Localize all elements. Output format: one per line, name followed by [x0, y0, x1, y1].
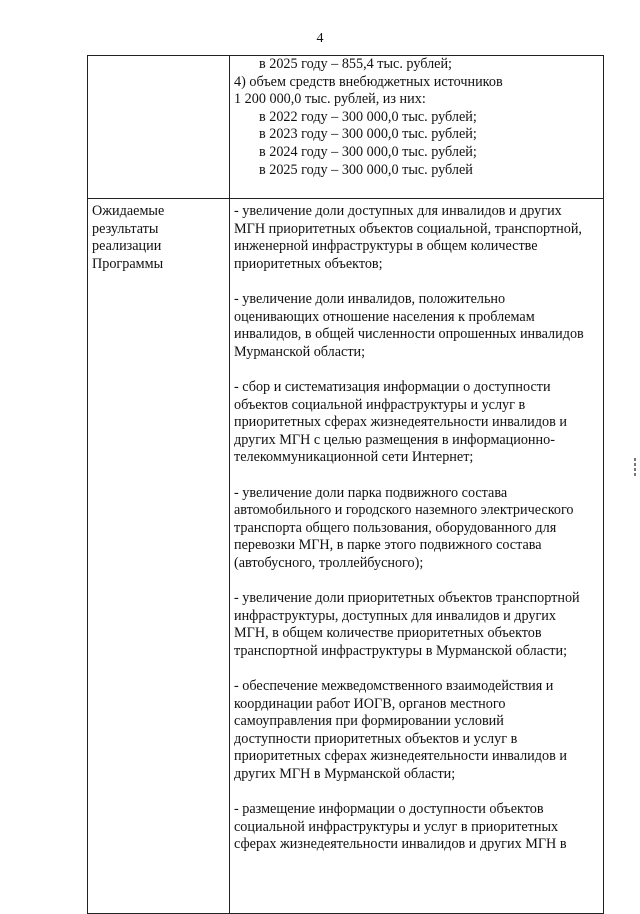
results-label-line: Ожидаемые	[92, 203, 165, 219]
funding-line: в 2023 году – 300 000,0 тыс. рублей;	[259, 126, 477, 143]
result-item-line: других МГН в Мурманской области;	[234, 766, 456, 782]
page-number: 4	[316, 31, 324, 46]
result-item-line: МГН приоритетных объектов социальной, транспортной,	[234, 220, 582, 237]
funding-line: 1 200 000,0 тыс. рублей, из них:	[234, 91, 426, 108]
result-item-line: перевозки МГН, в парке этого подвижного состава	[234, 537, 542, 554]
result-item-line: самоуправления при формировании условий	[234, 713, 504, 730]
result-item-line: других МГН с целью размещения в информационно-	[234, 431, 555, 448]
result-item-line: Мурманской области;	[234, 343, 366, 360]
funding-line: в 2024 году – 300 000,0 тыс. рублей;	[259, 143, 477, 160]
results-cell	[230, 199, 604, 914]
scan-margin-mark	[634, 458, 637, 484]
result-item-line: - увеличение доли парка подвижного состава	[234, 484, 508, 501]
result-item-line: координации работ ИОГВ, органов местного	[234, 695, 506, 712]
result-item	[234, 678, 601, 784]
funding-line: в 2022 году – 300 000,0 тыс. рублей;	[259, 108, 477, 125]
result-item-line: - сбор и систематизация информации о доступности	[234, 378, 551, 395]
result-item	[234, 801, 601, 854]
result-item-line: приоритетных сферах жизнедеятельности инвалидов и	[234, 414, 567, 431]
result-item-line: - увеличение доли инвалидов, положительно	[234, 290, 506, 307]
funding-label-cell	[88, 56, 230, 199]
result-item-line: инфраструктуры, доступных для инвалидов и других	[234, 607, 556, 624]
result-item	[234, 590, 601, 660]
result-item-line: транспортной инфраструктуры в Мурманской области;	[234, 642, 568, 659]
result-item-line: телекоммуникационной сети Интернет;	[234, 449, 474, 466]
result-item-line: транспорта общего пользования, оборудованного для	[234, 519, 557, 536]
result-item	[234, 379, 601, 467]
funding-lines	[234, 56, 601, 179]
funding-line: в 2025 году – 855,4 тыс. рублей;	[259, 56, 452, 72]
result-item-line: - размещение информации о доступности объектов	[234, 801, 544, 818]
result-item-line: приоритетных объектов;	[234, 255, 383, 272]
result-item	[234, 203, 601, 273]
result-item-line: доступности приоритетных объектов и услуг в	[234, 730, 518, 747]
funding-line: 4) объем средств внебюджетных источников	[234, 73, 503, 90]
results-label-line: реализации	[92, 238, 162, 255]
results-label-cell	[88, 199, 230, 914]
result-item	[234, 485, 601, 573]
result-item-line: социальной инфраструктуры и услуг в приоритетных	[234, 818, 559, 835]
result-item-line: автомобильного и городского наземного электрического	[234, 502, 574, 519]
result-item-line: сферах жизнедеятельности инвалидов и других МГН в	[234, 836, 567, 853]
result-item-line: приоритетных сферах жизнедеятельности инвалидов и	[234, 748, 567, 765]
results-list	[234, 199, 601, 854]
result-item-line: объектов социальной инфраструктуры и услуг в	[234, 396, 526, 413]
result-item-line: МГН, в общем количестве приоритетных объектов	[234, 625, 542, 642]
result-item-line: - обеспечение межведомственного взаимодействия и	[234, 678, 554, 695]
result-item-line: оценивающих отношение населения к проблемам	[234, 308, 535, 325]
result-item-line: (автобусного, троллейбусного);	[234, 554, 424, 571]
results-label-line: результаты	[92, 220, 159, 237]
results-label-line: Программы	[92, 255, 164, 272]
results-label	[92, 203, 225, 273]
funding-cell	[230, 56, 604, 199]
funding-line: в 2025 году – 300 000,0 тыс. рублей	[259, 161, 473, 178]
program-passport-table	[87, 55, 604, 914]
funding-row	[88, 56, 604, 199]
result-item	[234, 291, 601, 361]
result-item-line: - увеличение доли приоритетных объектов транспортной	[234, 590, 580, 607]
results-row	[88, 199, 604, 914]
result-item-line: - увеличение доли доступных для инвалидов и других	[234, 203, 562, 219]
result-item-line: инженерной инфраструктуры в общем количестве	[234, 238, 538, 255]
result-item-line: инвалидов, в общей численности опрошенных инвалидов	[234, 326, 584, 343]
